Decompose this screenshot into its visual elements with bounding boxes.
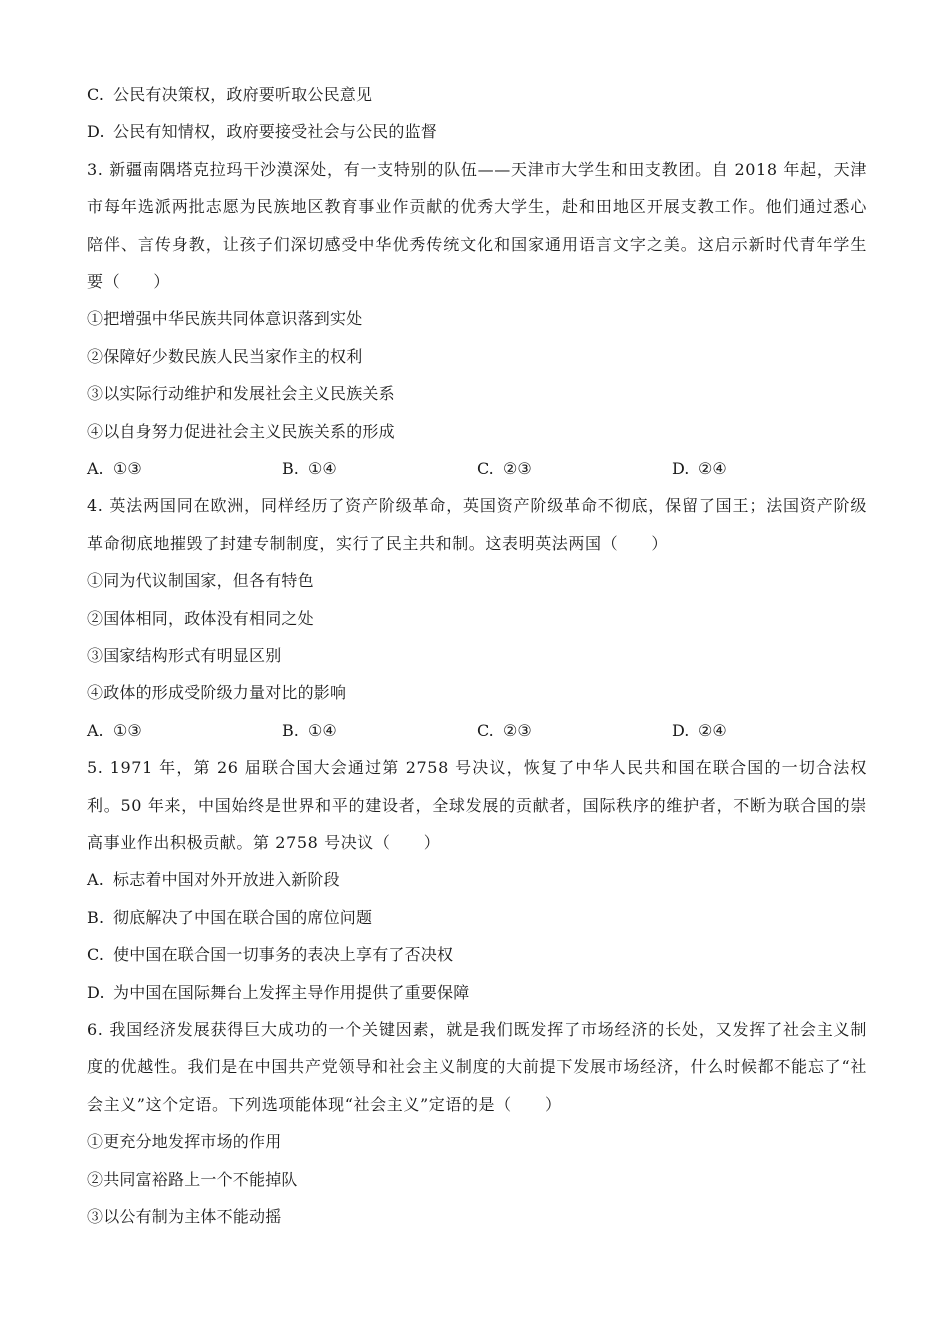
q6-stem: 6. 我国经济发展获得巨大成功的一个关键因素，就是我们既发挥了市场经济的长处，又发挥了社会主义制度的优越性。我们是在中国共产党领导和社会主义制度的大前提下发展市场经济，什么时候都不能忘了“社会主义”这个定语。下列选项能体现“社会主义”定语的是（ ）: [87, 1019, 867, 1114]
q4-item-4: ④政体的形成受阶级力量对比的影响: [87, 683, 347, 703]
q4-item-3: ③国家结构形式有明显区别: [87, 645, 282, 665]
q3-item-1: ①把增强中华民族共同体意识落到实处: [87, 309, 363, 329]
q5-option-d: D. 为中国在国际舞台上发挥主导作用提供了重要保障: [87, 982, 470, 1002]
q3-choices: [87, 450, 867, 487]
q4-stem: 4. 英法两国同在欧洲，同样经历了资产阶级革命，英国资产阶级革命不彻底，保留了国王；法国资产阶级革命彻底地摧毁了封建专制制度，实行了民主共和制。这表明英法两国（ ）: [87, 496, 867, 553]
q4-choice-b: B. ①④: [282, 720, 337, 740]
q4-item-1: ①同为代议制国家，但各有特色: [87, 571, 314, 591]
q3-item-2: ②保障好少数民族人民当家作主的权利: [87, 346, 363, 366]
q3-item-4: ④以自身努力促进社会主义民族关系的形成: [87, 421, 395, 441]
q4-choice-a: A. ①③: [87, 720, 142, 740]
q3-choice-a: A. ①③: [87, 458, 142, 478]
q4-choices: [87, 712, 867, 749]
exam-page: [87, 76, 867, 1235]
q6-item-3: ③以公有制为主体不能动摇: [87, 1206, 282, 1226]
q3-choice-d: D. ②④: [672, 458, 727, 478]
q4-choice-d: D. ②④: [672, 720, 727, 740]
q5-stem: 5. 1971 年，第 26 届联合国大会通过第 2758 号决议，恢复了中华人民共和国在联合国的一切合法权利。50 年来，中国始终是世界和平的建设者，全球发展的贡献者，国际秩序的维护者，不断为联合国的崇高事业作出积极贡献。第 2758 号决议（ ）: [87, 758, 867, 852]
q3-choice-c: C. ②③: [477, 458, 532, 478]
q5-option-a: A. 标志着中国对外开放进入新阶段: [87, 870, 340, 890]
q2-option-d: D. 公民有知情权，政府要接受社会与公民的监督: [87, 122, 438, 142]
q4-choice-c: C. ②③: [477, 720, 532, 740]
q4-item-2: ②国体相同，政体没有相同之处: [87, 608, 314, 628]
q3-item-3: ③以实际行动维护和发展社会主义民族关系: [87, 384, 395, 404]
q3-choice-b: B. ①④: [282, 458, 337, 478]
q2-option-c: C. 公民有决策权，政府要听取公民意见: [87, 85, 373, 104]
q6-item-1: ①更充分地发挥市场的作用: [87, 1132, 282, 1152]
q5-option-c: C. 使中国在联合国一切事务的表决上享有了否决权: [87, 945, 454, 965]
q3-stem: 3. 新疆南隅塔克拉玛干沙漠深处，有一支特别的队伍——天津市大学生和田支教团。自 2018 年起，天津市每年选派两批志愿为民族地区教育事业作贡献的优秀大学生，赴和田地区开展支教工作。他们通过悉心陪伴、言传身教，让孩子们深切感受中华优秀传统文化和国家通用语言文字之美。这启示新时代青年学生要（ ）: [87, 159, 867, 291]
q6-item-2: ②共同富裕路上一个不能掉队: [87, 1169, 298, 1189]
q5-option-b: B. 彻底解决了中国在联合国的席位问题: [87, 907, 373, 927]
